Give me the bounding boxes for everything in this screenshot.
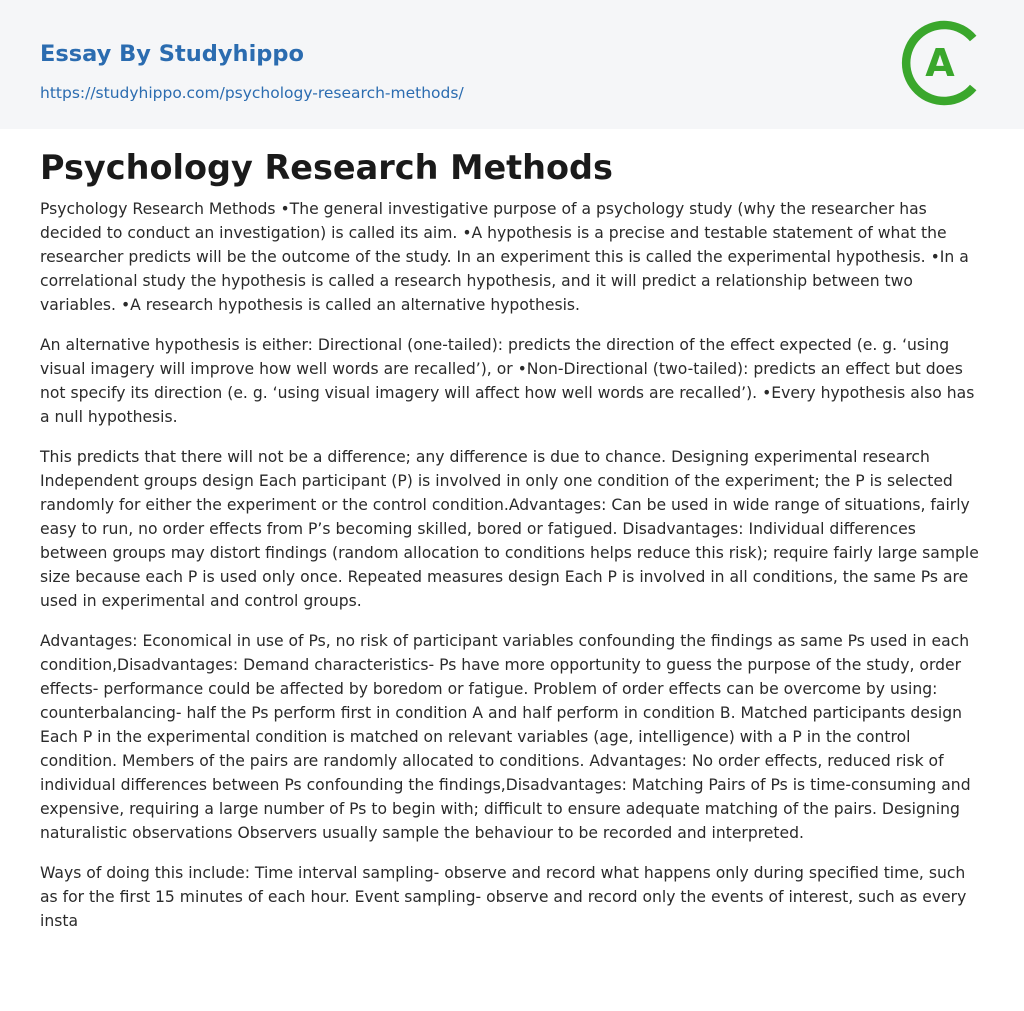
article-paragraph: An alternative hypothesis is either: Directional (one-tailed): predicts the direction of the effect expected (e. g. ‘using visual imagery will improve how well words are recalled’), or •Non-Directional (two-tailed): predicts an effect but does not specify its direction (e. g. ‘using visual imagery will affect how well words are recalled’). •Every hypothesis also has a null hypothesis. [40,336,975,426]
logo-letter: A [925,41,955,85]
site-title[interactable]: Essay By Studyhippo [40,41,304,67]
site-header [0,0,1024,129]
studyhippo-logo-icon[interactable] [897,19,985,107]
article-paragraph: Advantages: Economical in use of Ps, no risk of participant variables confounding the findings as same Ps used in each condition,Disadvantages: Demand characteristics- Ps have more opportunity to guess the purpose of the study, order effects- performance could be affected by boredom or fatigue. Problem of order effects can be overcome by using: counterbalancing- half the Ps perform first in condition A and half perform in condition B. Matched participants design Each P in the experimental condition is matched on relevant variables (age, intelligence) with a P in the control condition. Members of the pairs are randomly allocated to conditions. Advantages: No order effects, reduced risk of individual differences between Ps confounding the findings,Disadvantages: Matching Pairs of Ps is time-consuming and expensive, requiring a large number of Ps to begin with; difficult to ensure adequate matching of the pairs. Designing naturalistic observations Observers usually sample the behaviour to be recorded and interpreted. [40,632,971,842]
article [40,145,986,949]
page-title: Psychology Research Methods [40,148,613,187]
article-paragraph: Psychology Research Methods •The general investigative purpose of a psychology study (why the researcher has decided to conduct an investigation) is called its aim. •A hypothesis is a precise and testable statement of what the researcher predicts will be the outcome of the study. In an experiment this is called the experimental hypothesis. •In a correlational study the hypothesis is called a research hypothesis, and it will predict a relationship between two variables. •A research hypothesis is called an alternative hypothesis. [40,200,969,314]
essay-url-link[interactable]: https://studyhippo.com/psychology-research-methods/ [40,84,464,102]
article-paragraph: This predicts that there will not be a difference; any difference is due to chance. Designing experimental research Independent groups design Each participant (P) is involved in only one condition of the experiment; the P is selected randomly for either the experiment or the control condition.Advantages: Can be used in wide range of situations, fairly easy to run, no order effects from P’s becoming skilled, bored or fatigued. Disadvantages: Individual differences between groups may distort findings (random allocation to conditions helps reduce this risk); require fairly large sample size because each P is used only once. Repeated measures design Each P is involved in all conditions, the same Ps are used in experimental and control groups. [40,448,979,610]
article-paragraph: Ways of doing this include: Time interval sampling- observe and record what happens only during specified time, such as for the first 15 minutes of each hour. Event sampling- observe and record only the events of interest, such as every insta [40,864,967,930]
